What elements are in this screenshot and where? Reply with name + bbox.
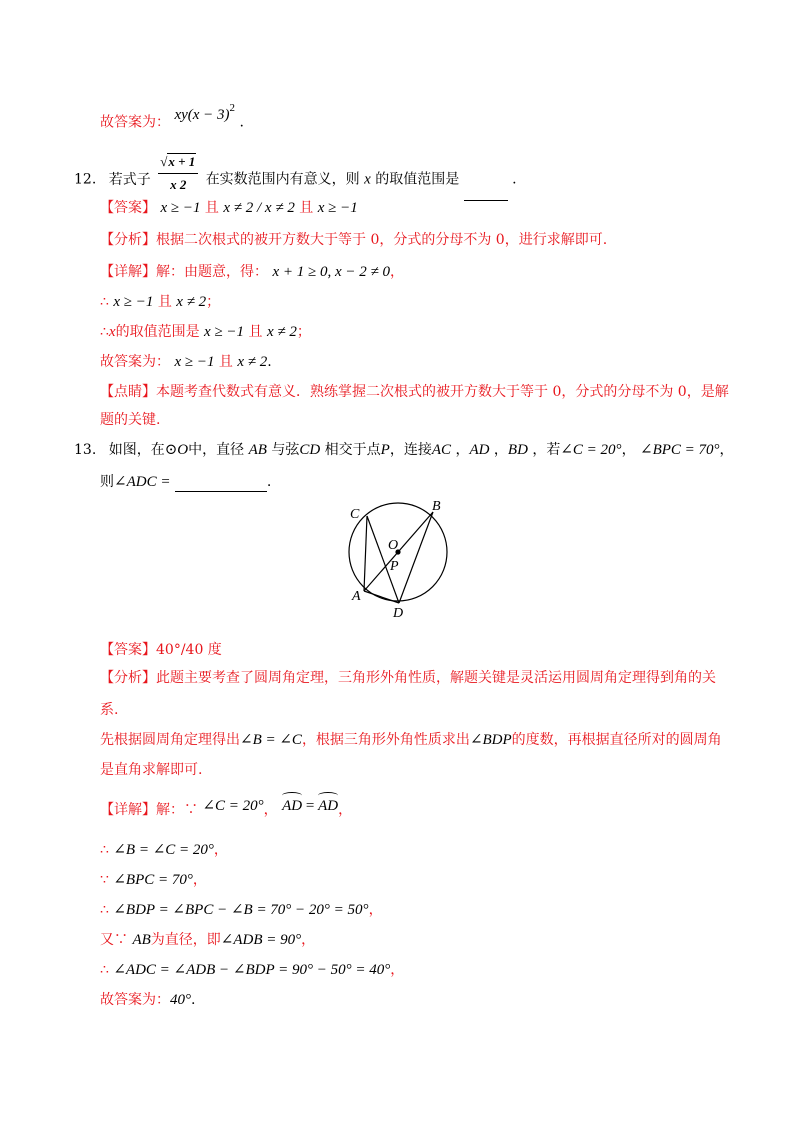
answer-tag: 【答案】 [100,642,156,658]
label: 故答案为： [100,114,170,131]
answer-tag: 【答案】 [100,200,156,216]
var: AD [469,442,490,458]
math: x + 1 ≥ 0, x − 2 ≠ 0 [272,264,390,280]
period: . [239,114,244,131]
detail-text: 解：由题意，得： [156,264,268,280]
text: ， [338,802,353,818]
math: ∠ADC = [114,474,171,490]
label-c: C [350,507,360,522]
period: . [512,171,517,188]
because: ∵ [100,872,114,888]
q13-final [100,990,195,1010]
sqrt-content: x + 1 [168,154,196,169]
math: x ≥ −1 [160,200,201,216]
q13-analysis-line-3 [100,730,722,750]
therefore: ∴ [100,962,114,978]
circle-o: ⊙O [164,442,189,458]
q12-question [74,154,517,201]
q13-question-line-2 [100,472,271,492]
because: 又∵ [100,932,133,948]
text: ， [301,932,316,948]
math: 40° [170,992,191,1008]
exponent: 2 [229,102,236,114]
text: 故答案为： [100,354,170,370]
text: ， [192,872,207,888]
q12-comment [100,382,729,402]
text: ； [296,324,311,340]
q12-detail [100,262,404,282]
text: 的取值范围是 [115,324,200,340]
fraction-numerator: √x + 1 [160,154,196,169]
q12-step-1 [100,292,220,312]
answer-blank [175,477,267,492]
math: x ≥ −1 [113,294,154,310]
label-p: P [390,559,399,574]
therefore: ∴ [100,842,114,858]
therefore: ∴ [100,294,114,310]
q13-step-2 [100,870,207,890]
arc-equation [282,798,338,814]
text: ， [455,442,470,458]
math: ∠BDP [469,732,512,748]
segment-ac [364,516,367,591]
math: x ≥ −1 [317,200,358,216]
label-a: A [352,589,361,604]
math: ∠ADB = 90° [220,932,302,948]
detail-tag: 【详解】 [100,264,156,280]
therefore: ∴ [100,902,114,918]
var: P [380,442,390,458]
text: ， [493,442,508,458]
math: x ≠ 2 [176,294,207,310]
analysis-tag: 【分析】 [100,670,156,686]
analysis-text: 是直角求解即可. [100,762,203,778]
q12-answer [100,198,358,218]
text: 为直径，即 [150,932,221,948]
q13-analysis-line-4 [100,760,202,780]
text: ， [719,442,734,458]
text: ，连接 [389,442,432,458]
math: ∠ADC = ∠ADB − ∠BDP = 90° − 50° = 40° [113,962,391,978]
text: 且 [218,354,233,370]
q12-final [100,352,272,372]
math-expr: xy(x − 3) [174,106,230,123]
q12-step-2 [100,322,311,342]
comment-tag: 【点睛】 [100,384,156,400]
comment-text: 题的关键. [100,412,161,428]
text: 且 [299,200,314,216]
math: x ≥ −1 [204,324,245,340]
q11-final-answer [100,102,244,133]
math: ∠C = 20° [202,798,264,814]
math: ∠C = 20° [560,442,622,458]
q13-question-line-1 [74,440,734,460]
text: ， [213,842,228,858]
text: 若式子 [108,171,151,188]
text: ； [206,294,221,310]
fraction-denominator: x 2 [170,177,187,192]
text: 则 [100,474,114,490]
text: ， [263,802,278,818]
math: ∠BPC = 70° [640,442,720,458]
segment-bd [399,512,433,603]
text: ，根据三角形外角性质求出 [301,732,470,748]
text: ，若 [532,442,561,458]
segment-ad [364,591,399,603]
text: 相交于点 [324,442,381,458]
q13-step-4 [100,930,315,950]
var: AC [431,442,451,458]
q13-step-3 [100,900,383,920]
math: ∠B = ∠C [240,732,302,748]
therefore: ∴ [100,324,109,340]
analysis-text: 根据二次根式的被开方数大于等于 0，分式的分母不为 0，进行求解即可. [156,232,608,248]
q12-comment-line-2 [100,410,160,430]
text: 且 [157,294,172,310]
answer-text: 40°/40 度 [156,642,222,658]
math: ∠BPC = 70° [113,872,193,888]
fraction [158,152,198,195]
text: 如图，在 [108,442,165,458]
text: 的度数，再根据直径所对的圆周角 [511,732,722,748]
math: x ≥ −1 [174,354,215,370]
text: 先根据圆周角定理得出 [100,732,240,748]
math: ∠BDP = ∠BPC − ∠B = 70° − 20° = 50° [113,902,369,918]
text: 且 [204,200,219,216]
var: CD [299,442,321,458]
q13-answer [100,640,222,660]
text: ， [390,962,405,978]
text: 且 [248,324,263,340]
q13-step-5 [100,960,404,980]
text: 中，直径 [188,442,245,458]
analysis-tag: 【分析】 [100,232,156,248]
text: 故答案为： [100,992,170,1008]
label-o: O [388,538,399,553]
arc-ad: AD [282,798,303,814]
period: . [267,354,272,370]
text: 与弦 [271,442,300,458]
fraction-bar [158,173,198,174]
question-number: 12. [74,171,97,188]
var: AB [132,932,151,948]
text: 在实数范围内有意义，则 [205,171,360,188]
period: . [266,474,272,490]
q12-analysis [100,230,607,250]
math: x ≠ 2 [237,354,268,370]
text: 解：∵ [156,802,198,818]
q13-analysis [100,668,716,688]
detail-tag: 【详解】 [100,802,156,818]
question-number: 13. [74,442,97,458]
math: x ≠ 2 [266,324,297,340]
label-d: D [393,606,404,620]
circle-figure [340,496,470,620]
math: ∠B = ∠C = 20° [113,842,214,858]
equals: = [302,798,319,814]
text: ， [368,902,383,918]
q13-analysis-line-2 [100,700,118,720]
math: x ≠ 2 / x ≠ 2 [223,200,295,216]
text: ， [389,264,404,280]
period: . [191,992,196,1008]
analysis-text: 此题主要考查了圆周角定理，三角形外角性质，解题关键是灵活运用圆周角定理得到角的关 [156,670,716,686]
var: x [108,324,116,340]
var: x [364,171,371,188]
text: 的取值范围是 [375,171,460,188]
var: AB [248,442,267,458]
q13-step-1 [100,840,228,860]
var: BD [507,442,528,458]
arc-ad: AD [318,798,339,814]
answer-blank [464,186,508,201]
q13-detail [100,800,352,820]
label-b: B [432,499,441,514]
text: ， [621,442,636,458]
comment-text: 本题考查代数式有意义．熟练掌握二次根式的被开方数大于等于 0，分式的分母不为 0，是解 [156,384,729,400]
analysis-text: 系. [100,702,119,718]
